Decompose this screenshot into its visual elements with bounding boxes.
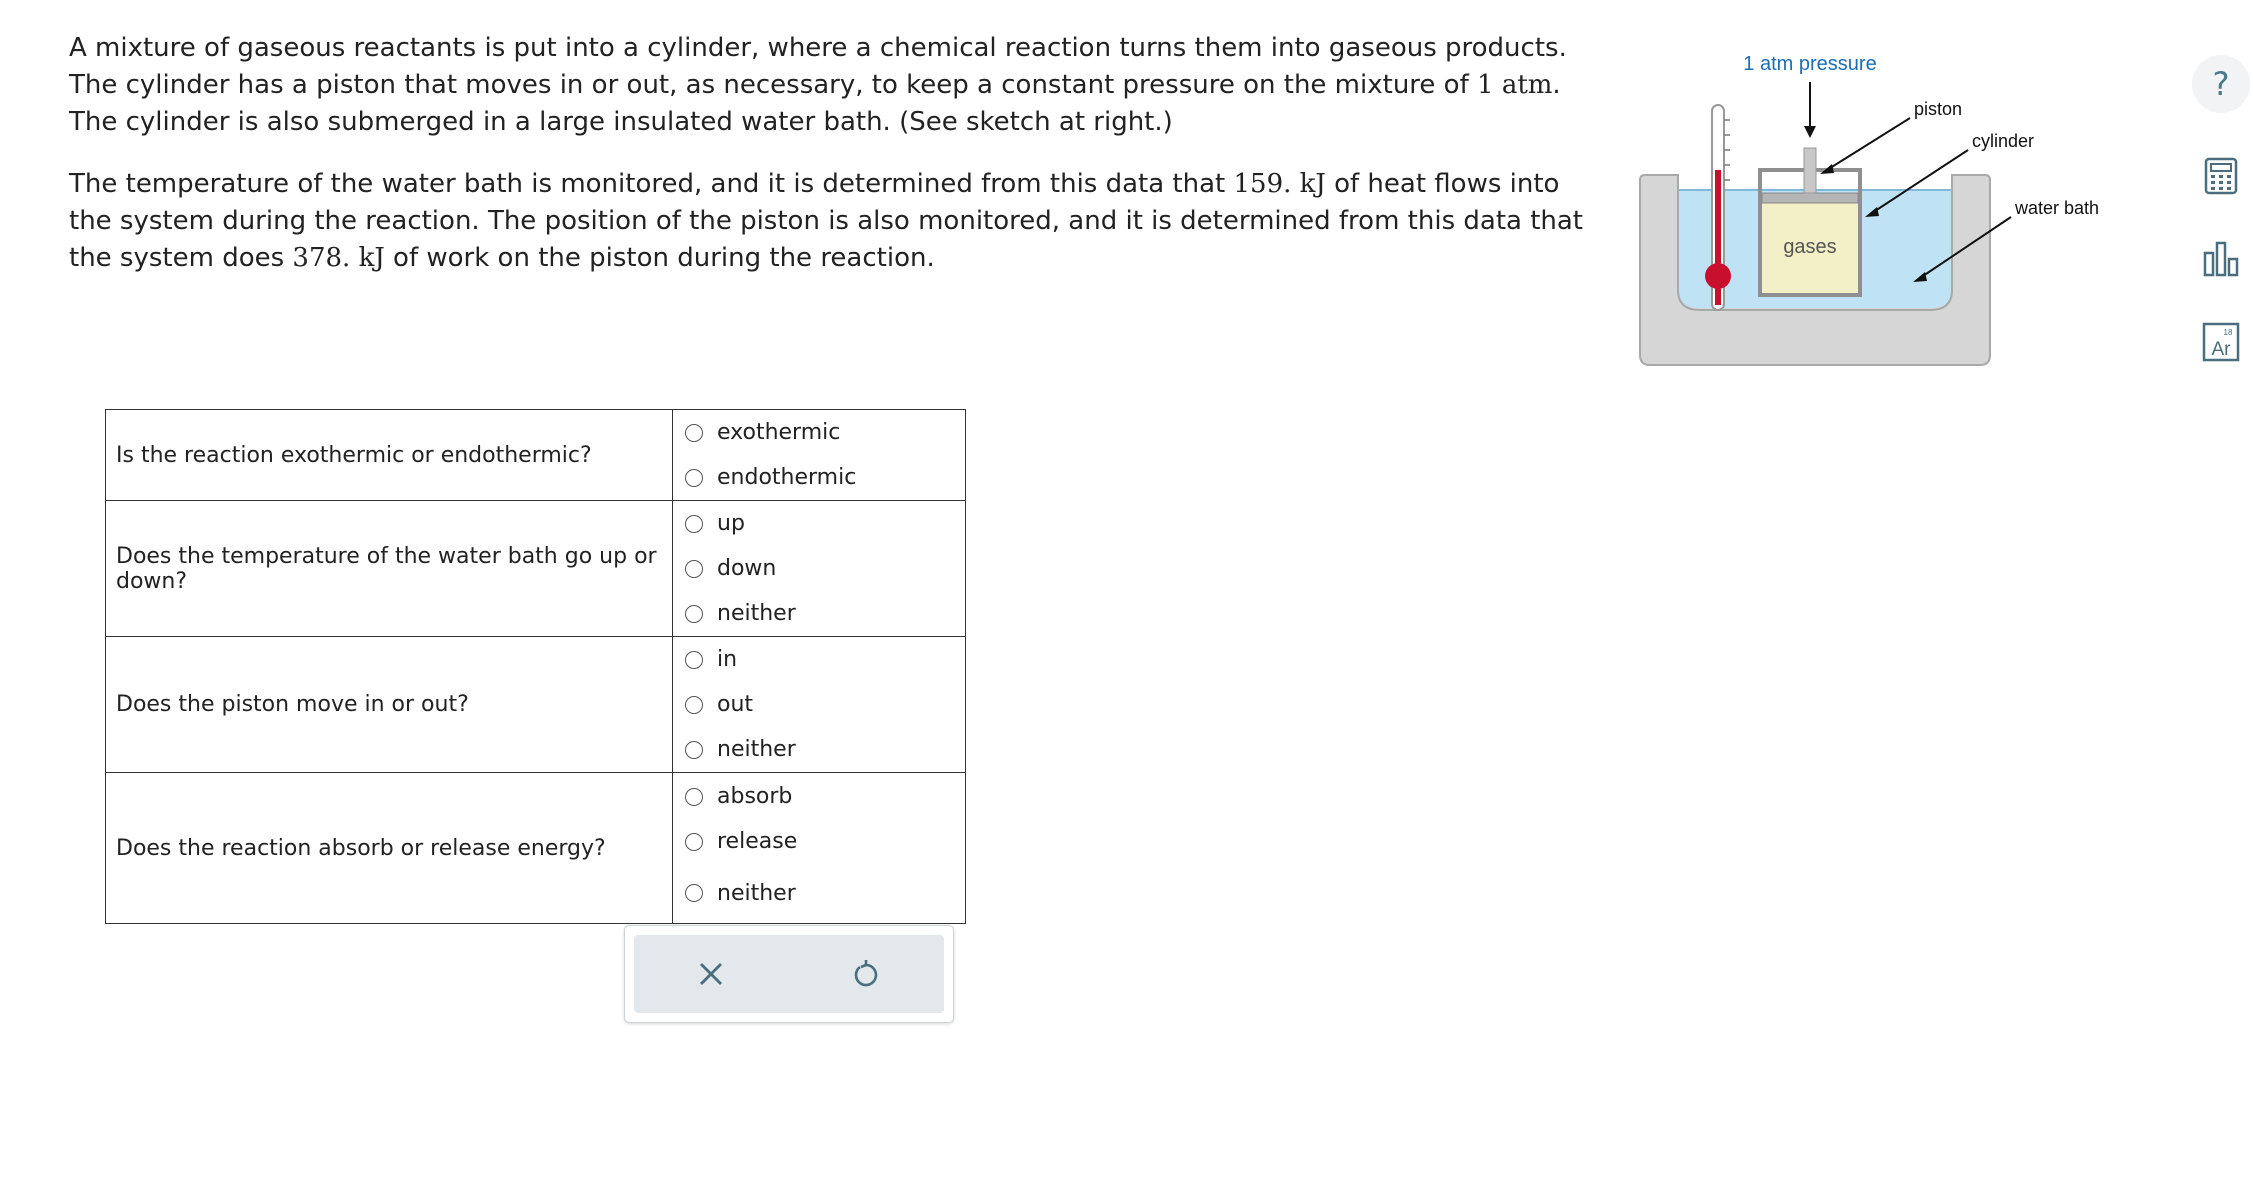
piston-rod	[1804, 148, 1816, 193]
cylinder-label: cylinder	[1972, 131, 2035, 151]
option-up[interactable]	[685, 501, 965, 546]
radio-button[interactable]	[685, 605, 703, 623]
problem-paragraph-2	[69, 166, 1599, 277]
option-label: neither	[717, 601, 796, 626]
radio-button[interactable]	[685, 788, 703, 806]
help-button[interactable]	[2192, 55, 2250, 113]
radio-button[interactable]	[685, 515, 703, 533]
problem-text: of heat flows into the system during the reaction. The position of the piston is also monitored, and it is determined from this data that the system does	[69, 169, 1584, 273]
work-unit: kJ	[358, 243, 385, 273]
radio-button[interactable]	[685, 741, 703, 759]
option-label: neither	[717, 880, 796, 906]
pressure-label: 1 atm pressure	[1743, 53, 1877, 75]
clear-button[interactable]	[686, 949, 736, 999]
question-table	[105, 409, 966, 924]
question-row	[106, 501, 966, 637]
problem-text: A mixture of gaseous reactants is put into a cylinder, where a chemical reaction turns them into gaseous products. The cylinder has a piston that moves in or out, as necessary, to keep a constant pressure on the mixture of	[69, 33, 1567, 100]
radio-button[interactable]	[685, 696, 703, 714]
periodic-symbol: Ar	[2211, 339, 2231, 360]
radio-button[interactable]	[685, 833, 703, 851]
option-label: in	[717, 647, 738, 672]
option-in[interactable]	[685, 637, 965, 682]
gases-label: gases	[1783, 236, 1837, 258]
radio-button[interactable]	[685, 651, 703, 669]
pressure-unit: atm	[1501, 70, 1553, 100]
option-endothermic[interactable]	[685, 455, 965, 500]
question-text: Does the reaction absorb or release energy?	[116, 835, 606, 861]
radio-button[interactable]	[685, 560, 703, 578]
cylinder-sketch	[1630, 40, 2130, 380]
question-text: Does the temperature of the water bath go up or down?	[116, 543, 657, 594]
radio-button[interactable]	[685, 884, 703, 902]
bar-chart-icon	[2201, 239, 2241, 279]
options-cell	[673, 773, 966, 924]
problem-statement	[69, 30, 1599, 302]
periodic-table-button[interactable]	[2192, 313, 2250, 371]
data-chart-button[interactable]	[2192, 230, 2250, 288]
question-row	[106, 637, 966, 773]
option-label: endothermic	[717, 465, 857, 490]
question-cell	[106, 637, 673, 773]
option-label: release	[717, 829, 798, 854]
piston	[1762, 193, 1858, 203]
question-text: Does the piston move in or out?	[116, 692, 469, 717]
option-label: exothermic	[717, 420, 841, 445]
option-absorb[interactable]	[685, 774, 965, 819]
options-cell	[673, 410, 966, 501]
question-cell	[106, 773, 673, 924]
question-row	[106, 773, 966, 924]
heat-unit: kJ	[1299, 169, 1326, 199]
piston-label: piston	[1914, 99, 1963, 119]
water-bath-label: water bath	[2015, 198, 2100, 218]
option-exothermic[interactable]	[685, 410, 965, 455]
problem-text: The temperature of the water bath is monitored, and it is determined from this data that	[69, 169, 1234, 199]
question-text: Is the reaction exothermic or endothermic?	[116, 442, 592, 468]
problem-paragraph-1	[69, 30, 1599, 141]
question-cell	[106, 410, 673, 501]
action-bar	[634, 935, 944, 1013]
undo-icon	[851, 959, 881, 989]
option-label: absorb	[717, 784, 793, 809]
option-out[interactable]	[685, 682, 965, 727]
heat-value: 159.	[1233, 169, 1292, 199]
question-mark-icon: ?	[2212, 65, 2230, 103]
option-neither[interactable]	[685, 864, 965, 922]
option-neither[interactable]	[685, 727, 965, 772]
option-label: down	[717, 556, 777, 581]
question-cell	[106, 501, 673, 637]
question-row	[106, 410, 966, 501]
problem-text: of work on the piston during the reaction.	[384, 243, 935, 273]
options-cell	[673, 501, 966, 637]
radio-button[interactable]	[685, 424, 703, 442]
periodic-number: 18	[2223, 328, 2233, 337]
option-neither[interactable]	[685, 591, 965, 636]
options-cell	[673, 637, 966, 773]
option-label: up	[717, 511, 745, 536]
thermometer-bulb	[1705, 263, 1731, 289]
pressure-value: 1	[1477, 70, 1494, 100]
close-icon	[697, 960, 725, 988]
work-value: 378.	[292, 243, 351, 273]
answer-action-panel	[624, 925, 954, 1023]
option-label: neither	[717, 737, 796, 762]
undo-button[interactable]	[841, 949, 891, 999]
option-label: out	[717, 692, 754, 717]
calculator-button[interactable]	[2192, 147, 2250, 205]
problem-text: . The cylinder is also submerged in a large insulated water bath. (See sketch at right.)	[69, 70, 1561, 137]
calculator-icon	[2204, 157, 2238, 195]
option-down[interactable]	[685, 546, 965, 591]
periodic-table-icon	[2202, 322, 2240, 362]
radio-button[interactable]	[685, 469, 703, 487]
option-release[interactable]	[685, 819, 965, 864]
